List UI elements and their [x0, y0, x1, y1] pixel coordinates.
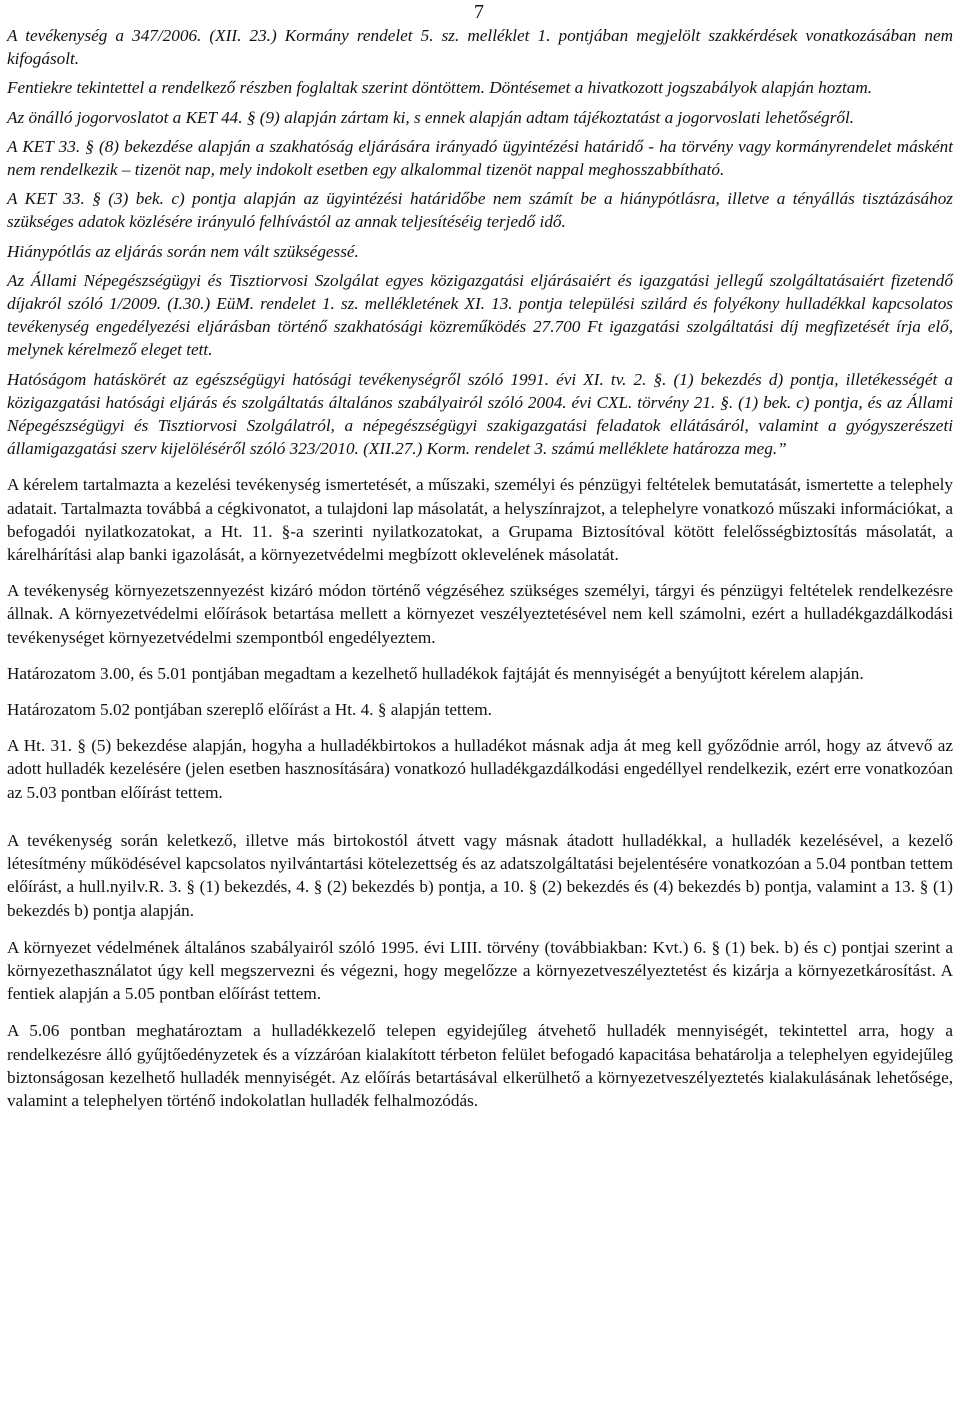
paragraph-dontes: Fentiekre tekintettel a rendelkező részben foglaltak szerint döntöttem. Döntésemet a hivatkozott jogszabályok alapján hoztam.: [7, 78, 873, 98]
paragraph-hatarido: A KET 33. § (8) bekezdése alapján a szakhatóság eljárására irányadó ügyintézési határidő - ha törvény vagy kormányrendelet másként nem rendelkezik – tizenöt nap, mely indokolt esetben egy alkalommal tizenöt nappal meghosszabbítható.: [7, 136, 953, 180]
paragraph-feltetelek: A tevékenység környezetszennyezést kizáró módon történő végzéséhez szükséges személyi, tárgyi és pénzügyi feltételek rendelkezésre állnak. A környezetvédelmi előírások betartása mellett a környezet veszélyeztetésével nem kell számolni, ezért a hulladékgazdálkodási tevékenységet környezetvédelmi szempontból engedélyeztem.: [7, 581, 953, 647]
paragraph-ht-31: A Ht. 31. § (5) bekezdése alapján, hogyha a hulladékbirtokos a hulladékot másnak adja át meg kell győződnie arról, hogy az átvevő az adott hulladék kezelésére (jelen esetben hasznosítására) vonatkozó hulladékgazdálkodási engedéllyel rendelkezik, ezért erre vonatkozóan az 5.03 pontban előírást tettem.: [7, 736, 953, 802]
page-number: 7: [474, 1, 484, 23]
document-body: [7, 24, 953, 1118]
paragraph-ugyintezesi-hatarido: A KET 33. § (3) bek. c) pontja alapján az ügyintézési határidőbe nem számít be a hiánypótlásra, illetve a tényállás tisztázásához szükséges adatok közlésére irányuló felhívástól az annak teljesítéséig terjedő idő.: [7, 189, 953, 232]
paragraph-hatarozat-5-02: Határozatom 5.02 pontjában szereplő előírást a Ht. 4. § alapján tettem.: [7, 700, 492, 720]
paragraph-hatarozat-3-00: Határozatom 3.00, és 5.01 pontjában megadtam a kezelhető hulladékok fajtáját és mennyiségét a benyújtott kérelem alapján.: [7, 663, 864, 683]
paragraph-nyilvantartas: A tevékenység során keletkező, illetve más birtokostól átvett vagy másnak átadott hulladékkal, a hulladék kezelésével, a kezelő létesítmény működésével kapcsolatos nyilvántartási kötelezettség és az adatszolgáltatási bejelentésére vonatkozóan a 5.04 pontban tettem előírást, a hull.nyilv.R. 3. § (1) bekezdés, 4. § (2) bekezdés b) pontja, a 10. § (2) bekezdés és (4) bekezdés b) pontja, valamint a 13. § (1) bekezdés b) pontja alapján.: [7, 830, 953, 920]
paragraph-hataskor: Hatóságom hatáskörét az egészségügyi hatósági tevékenységről szóló 1991. évi XI. tv. 2. §. (1) bekezdés d) pontja, illetékességét a közigazgatási hatósági eljárás és szolgáltatás általános szabályairól szóló 2004. évi CXL. törvény 21. §. (1) bek. c) pontja, és az Állami Népegészségügyi és Tisztiorvosi Szolgálatról, a népegészségügyi szakigazgatási feladatok ellátásáról, valamint a gyógyszerészeti államigazgatási szerv kijelöléséről szóló 323/2010. (XII.27.) Korm. rendelet 3. számú melléklete határozza meg.”: [7, 369, 953, 459]
paragraph-hianypotlas: Hiánypótlás az eljárás során nem vált szükségessé.: [7, 241, 359, 261]
paragraph-igazgatasi-dij: Az Állami Népegészségügyi és Tisztiorvosi Szolgálat egyes közigazgatási eljárásaiért és igazgatási jellegű szolgáltatásaiért fizetendő díjakról szóló 1/2009. (I.30.) EüM. rendelet 1. sz. mellékletének XI. 13. pontja települési szilárd és folyékony hulladékkal kapcsolatos tevékenység engedélyezési eljárásban történő szakhatósági közreműködés 27.700 Ft igazgatási szolgáltatási díj megfizetését írja elő, melynek kérelmező eleget tett.: [7, 270, 953, 360]
paragraph-mennyiseg: A 5.06 pontban meghatároztam a hulladékkezelő telepen egyidejűleg átvehető hulladék mennyiségét, tekintettel arra, hogy a rendelkezésre álló gyűjtőedényzetek és a vízzáróan kialakított térbeton felület befogadó kapacitása behatárolja a telephelyen egyidejűleg biztonságosan kezelhető hulladék mennyiségét. Az előírás betartásával elkerülhető a környezetveszélyeztetés kialakulásának lehetősége, valamint a telephelyen történő indokolatlan hulladék felhalmozódás.: [7, 1021, 953, 1110]
paragraph-kvt: A környezet védelmének általános szabályairól szóló 1995. évi LIII. törvény (továbbiakban: Kvt.) 6. § (1) bek. b) és c) pontjai szerint a környezethasználatot úgy kell megszervezni és végezni, hogy megelőzze a környezetveszélyeztetést és kizárja a környezetkárosítást. A fentiek alapján a 5.05 pontban előírást tettem.: [7, 937, 953, 1004]
paragraph-szakkerdesek: A tevékenység a 347/2006. (XII. 23.) Kormány rendelet 5. sz. melléklet 1. pontjában megjelölt szakkérdések vonatkozásában nem kifogásolt.: [7, 26, 953, 69]
paragraph-kerelem: A kérelem tartalmazta a kezelési tevékenység ismertetését, a műszaki, személyi és pénzügyi feltételek bemutatását, ismertette a telephely adatait. Tartalmazta továbbá a cégkivonatot, a tulajdoni lap másolatát, a helyszínrajzot, a telephelyre vonatkozó műszaki információkat, a befogadói nyilatkozatokat, a Ht. 11. §-a szerinti nyilatkozatokat, a Grupama Biztosítóval kötött felelősségbiztosítás másolatát, a kárelhárítási alap banki igazolását, a környezetvédelmi megbízott oklevelének másolatát.: [7, 475, 953, 565]
paragraph-jogorvoslat: Az önálló jogorvoslatot a KET 44. § (9) alapján zártam ki, s ennek alapján adtam tájékoztatást a jogorvoslati lehetőségről.: [7, 107, 855, 127]
